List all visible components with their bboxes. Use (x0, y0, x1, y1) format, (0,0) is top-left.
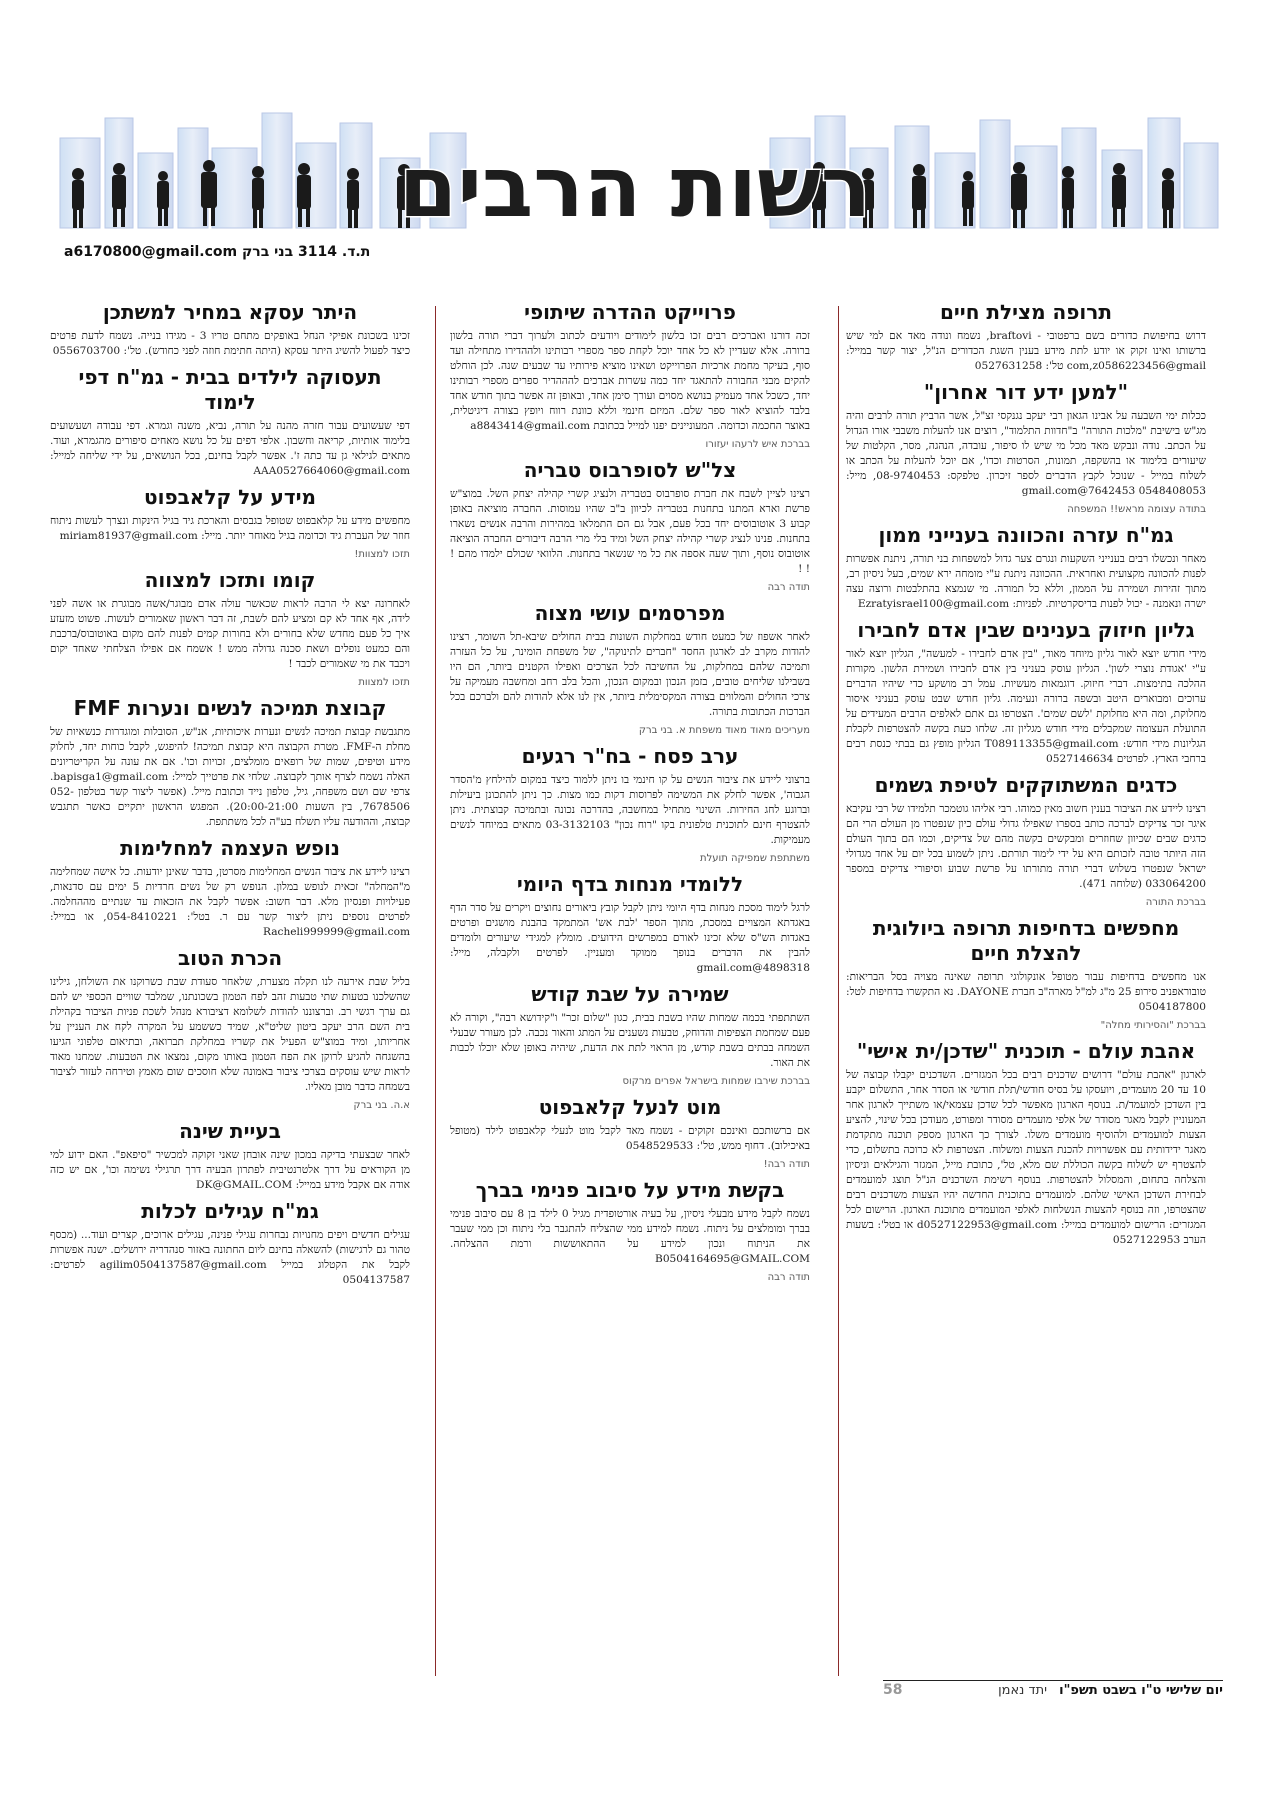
article-body: לרגל לימוד מסכת מנחות בדף היומי ניתן לקבל קובץ ביאורים נחוצים ויקרים על סדר הדף באגדתא המצויים במסכת, מתוך הספר 'לבת אש' המתמקד בהבנת מושגים ופרטים באגדות הש"ס שלא זכינו לאורם במפרשים הידועים. מומלץ למגידי שיעורים ולומדים להבין את הדברים בנופך ממוקד ומעניין. לפרטים ולקבלה, מייל: 4898318@gmail.com (450, 902, 810, 974)
article-body: אנו מחפשים בדחיפות עבור מטופל אונקולוגי תרופה שאינה מצויה בסל הבריאות: טובוראפניב סירופ 25 מ"ג למ"ל מארה"ב חברת DAYONE. נא התקשרו בדחיפות לטל: 0504187800 (846, 971, 1206, 1013)
footer-magazine (998, 1683, 1223, 1698)
article-body: לארגון "אהבת עולם" דרושים שדכנים רבים בכל המגזרים. השדכנים יקבלו קבוצה של 10 עד 20 מועמדים, ויועסקו על בסיס חודשי/תלת חודשי או הסדר אחר, התשלום יקבע בין השדכן למועמד/ת. בנוסף הארגון מאפשר לכל שדכן עצמאי/או משתייך לארגון אחר המעוניין לקבל מאגר מסודר של אלפי מועמדים מסודר ומפורט, מעודכן בכל שינוי, להציע הצעות למועמדים ולהוסיף מועמדים משלו. לצורך כך הארגון מספק תוכנה מתקדמת מאגר ידידותית עם אפשרויות להכנת הצעות ומשלוח. הצטרפות לא כרוכה בתשלום, כדי להצטרף יש לשלוח בקשה הכוללת שם מלא, טל', כתובת מייל, המגזר והגילאים וניסיון והצלחה בתחום, והמסלול להצטרפות. בנוסף רשימת השדכנים הנ"ל תוצג למועמדים לבחירת השדכן האישי שלהם. למועמדים בתוכנית החדשה יהיו הצעות משדכנים רבים שהצטרפו, וזה בנוסף להצעות הנשלחות לאלפי המועמדים מתוכנת הארגון. הרישום לכל המגזרים: הרישום למועמדים במייל: d0527122953@gmail.com או בטל': בשעות הערב 0527122953 (846, 1069, 1206, 1246)
article (450, 300, 810, 452)
article (50, 300, 410, 359)
article (50, 1199, 410, 1288)
article-title: גמ"ח עגילים לכלות (141, 1199, 319, 1223)
article-body: מתגבשת קבוצת תמיכה לנשים ונערות איכותיות, אנ"ש, הסובלות ומוגדרות כנשאיות של מחלת ה-FMF. מטרת הקבוצה היא קבוצת תמיכה! להיפגש, לקבל כוחות יחד, לחלוק מידע וטיפים, שמות של רופאים מומלצים, זכויות וכו'. אם את עונה על הקריטריונים האלה נשמח לצרף אותך לקבוצה. שלחי את פרטייך למייל: bapisga1@gmail.com. צרפי שם ושם משפחה, גיל, טלפון נייד וכתובת מייל. (אפשר ליצור קשר בטלפון 052-7678506, בין השעות 20:00-21:00). המפגש הראשון יתקיים כאשר תתגבש קבוצה, וההודעה עליו תשלח בע"ה לכל משתתפת. (50, 726, 410, 828)
article-body: אם ברשותכם ואינכם זקוקים - נשמח מאד לקבל מוט לנעלי קלאבפוט לילד (מטופל באיכילוב). דחוף ממש, טל': 0548529533 (450, 1125, 810, 1152)
column-divider (435, 306, 436, 1676)
masthead-skyline-illustration (50, 108, 1220, 238)
article-signature: מעריכים מאוד מאוד משפחת א. בני ברק (638, 725, 810, 736)
article-title: מפרסמים עושי מצוה (534, 601, 726, 625)
article-body: רצינו ליידע את ציבור הנשים המחלימות מסרטן, בדבר שאינן יודעות. כל אישה שמחלימה מ"המחלה" זכאית לנופש במלון. הנופש רק של נשים חרדיות 5 ימים עם סדנאות, פעילויות ופנסיון מלא. דבר חשוב: אפשר לקבל את הזכאות עד שנתיים מההחלמה. לפרטים נוספים ניתן ליצור קשר עם ר. בטל': 054-8410221, או במייל: Racheli999999@gmail.com (50, 866, 410, 938)
article (50, 485, 410, 562)
article-signature: תודה רבה! (763, 1159, 810, 1170)
article-title: הכרת הטוב (177, 946, 283, 970)
article (846, 773, 1206, 910)
article-title: גמ"ח עזרה והכוונה בענייני ממון (878, 523, 1174, 547)
article (846, 380, 1206, 517)
article-body: דפי שעשועים עבור חזרה מהנה על תורה, נביא, משנה וגמרא. דפי עבודה ושעשועים בלימוד אותיות, קריאה וחשבון. אלפי דפים על כל נושא מאחים סיפורים מהגמרא, ועוד. מתאים לגילאי גן עד כתה ז'. אפשר לקבל בחינם, בכל הנושאים, על ידי שליחה למייל: AAA0527664060@gmail.com (50, 420, 410, 477)
article-body: לאחר אשפוז של כמעט חודש במחלקות השונות בבית החולים שיבא-תל השומר, רצינו להודות מקרב לב לארגון החסד "חברים לתינוקה", של משפחת הומינר, על כל העזרה ותמיכה שלהם במחלקות, על החשיבה לכל הצרכים ואפילו הקטנים ביותר, הם היו בשבילנו שליחים טובים, בזמן הנכון ובמקום הנכון, והכל בלב רחב ומחשבה מעמיקה על צרכי החולים והמלווים בצורה המקסימלית ביותר, אין לנו אלא להודות להם ולברכם בכל הברכות הכתובות בתורה. (450, 631, 810, 718)
contact-line: ת.ד. 3114 בני ברק a6170800@gmail.com (64, 244, 371, 260)
column-left (50, 300, 410, 1675)
article-body: רצינו ליידע את הציבור בענין חשוב מאין כמוהו. רבי אליהו גוטמכר תלמידו של רבי עקיבא איגר זכר צדיקים לברכה כותב בספרו שאפילו גדולי עולם כיון שנפטרו מן העולם הרי הם כדגים שבים שכיוון שחוזרים ומבקשים בקשה מהם של צדיקים, וכמו הם בתוך העולם הזה היותר טובה לזכותם היא על ידי לימוד תורתם. ניתן לשמוע בכל יום על אחד מגדולי ישראל שנפטרו בשלוש דברי תורה מתורתו על פרשת שבוע וסיפורי צדיקים במספר 033064200 (שלוחה 471). (846, 803, 1206, 890)
page-footer (883, 1680, 1223, 1699)
article-body: נשמח לקבל מידע מבעלי ניסיון, על בעיה אורטופדית מגיל 0 לילד בן 8 עם סיבוב פנימי בברך ומומלצים על ניתוח. נשמח למידע ממי שהצליח להתגבר בלי ניתוח וכן ממי שעבר את הניתוח ונכון למידע על ההתאוששות ורמת ההצלחה. B0504164695@GMAIL.COM (450, 1208, 810, 1265)
article-body: זכה דורנו ואברכים רבים זכו בלשון לימודים ויודעים לכתוב ולערוך דברי תורה בלשון ברורה. אלא שעדיין לא כל אחד יוכל לקחת ספר מספרי רבותינו ולההדירו מתחילה ועד סוף, בעיקר מחמת ארכיות הפרוייקט ושאינו מוציא פירותיו עד שבעים שנה. לכן הוחלט להקים מבני החבורה להתאגד יחד כמה עשרות אברכים להההדיר ספרים מספרי רבותינו יחד, כשכל אחד מעמיק בנושא מסוים ועורך סימן אחד, ובאופן זה אפשר בתוך חודש אחד בלבד להוציא לאור ספר שלם. המיזם חינמי וללא כוונת רווח ויופץ בצורה דיגיטלית, באוצר החכמה וכדומה. המעוניינים יפנו למייל בכתובת a8843414@gmail.com (450, 330, 810, 432)
article-signature: תודה רבה (767, 1272, 810, 1283)
article-title: תעסוקה לילדים בבית - גמ"ח דפי לימוד (78, 365, 382, 414)
article (50, 365, 410, 479)
article (450, 1095, 810, 1172)
article-title: "למען ידע דור אחרון" (923, 380, 1129, 404)
article (846, 1039, 1206, 1248)
article-title: פרוייקט ההדרה שיתופי (524, 300, 736, 324)
article (450, 601, 810, 738)
column-middle (450, 300, 810, 1675)
article-body: השתתפתי בכמה שמחות שהיו בשבת בבית, כגון "שלום זכר" ו"קידושא רבה", וקורה לא פעם שמחמת הצפיפות והדוחק, טבעות נשענים על המתג והאור נכבה. לכן מעורר שבעלי השמחה בבתים בשבת קודש, מן הראוי לתת את הדעת, שיהיה באופן שלא יוכלו לכבות את האור. (450, 1012, 810, 1069)
article-signature: תודה רבה (767, 582, 810, 593)
article-title: תרופה מצילת חיים (939, 300, 1112, 324)
article (50, 568, 410, 690)
column-divider (838, 306, 839, 1676)
article (450, 744, 810, 866)
article-title: ערב פסח - בח"ר רגעים (521, 744, 739, 768)
article-body: דרוש בחיפושת כדורים בשם ברפטובי - braftovi, נשמח ונודה מאד אם למי שיש ברשותו ואינו זקוק או יודע לתת מידע בענין השגת הכדורים הנ"ל, יצור קשר במייל: com,z0586223456@gmail טל': 0527631258 (846, 330, 1206, 372)
article (450, 872, 810, 976)
article-body: מחפשים מידע על קלאבפוט שטופל בגבסים והארכת גיד בגיל הינקות ונצרך לעשות ניתוח חוזר של העברת גיד וכדומה בגיל מאוחר יותר. מייל: miriam81937@gmail.com (50, 515, 410, 542)
article (846, 916, 1206, 1033)
page-number: 58 (883, 1682, 903, 1698)
article-body: עגילים חדשים ויפים מחנויות נבחרות עגילי פנינה, עגילים ארוכים, קצרים ועוד... (מכסף טהור גם לרגישות) להשאלה בחינם ליום החתונה באזור סנהדריה ירושלים. ישנה אפשרות לקבל את הקטלוג במייל agilim0504137587@gmail.com לפרטים: 0504137587 (50, 1229, 410, 1286)
article-body: בליל שבת אירעה לנו תקלה מצערת, שלאחר סעודת שבת כשרוקנו את השולחן, גילינו שהשלכנו בטעות שתי טבעות זהב לפח הטמון בשכונתנו, שמלבד שוויים הכספי יש להם גם ערך רגשי רב. וברצוננו להודות לשלומא דציבורא מנהל לשכת פניות הציבור בקהילת בית השם הרב יעקב ביטון שליט"א, שמיד כששמע על המקרה לקח את העניין על אחריותו, ומיד במוצ"ש הפעיל את קשריו במחלקת תברואה, ובתיאום טלפוני הגיעו בהשגחה להגיע לרוקן את הפח הטמון באותו מקום, נמצאו את הטבעות. שמחנו מאוד לראות שיש עוסקים בצרכי ציבור באמונה שלא חוסכים שום מאמץ וטירחה לעזור לציבור בשמחה כדבר מובן מאליו. (50, 976, 410, 1093)
article-body: מידי חודש יוצא לאור גליון מיוחד מאוד, "בין אדם לחבירו - למעשה", הגליון יוצא לאור ע"י 'אגודת נוצרי לשון'. הגליון עוסק בעניני בין אדם לחבירו ושמירת הלשון. מקורות ההלכה בתימצות. דברי חיזוק. דוגמאות מעשיות. עמל רב מושקע כדי שיהיו הדברים ערוכים ומבוארים היטב ובשפה ברורה ונעימה. גליון חודש שבט עוסק בעניני איסור מחלוקת, ומה היא מחלוקת 'לשם שמים'. הצטרפו גם אתם לאלפים הרבים המעידים על התועלת העצומה שמקבלים מידי חודש מגליון זה. שלחו כעת בקשה להצטרפות לקבלת הגליונות מידי חודש: T089113355@gmail.com הגליון מופץ גם בבתי כנסת רבים ברחבי הארץ. לפרטים 0527146634 (846, 648, 1206, 765)
article-signature: בברכת התורה (1145, 897, 1206, 908)
article-title: היתר עסקא במחיר למשתכן (102, 300, 358, 324)
article-title: בקשת מידע על סיבוב פנימי בברך (475, 1178, 785, 1202)
article (846, 300, 1206, 374)
article-title: גליון חיזוק בענינים שבין אדם לחבירו (857, 618, 1195, 642)
article (450, 982, 810, 1089)
article-title: קבוצת תמיכה לנשים ונערות FMF (73, 696, 387, 720)
masthead-banner (50, 108, 1220, 238)
article-signature: בברכת איש לרעהו יעזורו (705, 439, 810, 450)
article-signature: בברכת שירבו שמחות בישראל אפרים מרקוס (622, 1076, 810, 1087)
article (50, 1119, 410, 1193)
article-title: אהבת עולם - תוכנית "שדכן/ית אישי" (856, 1039, 1196, 1063)
column-right (846, 300, 1206, 1675)
article-body: מאחר ונכשלו רבים בענייני השקעות ונגרם צער גדול למשפחות בני תורה, ניתנת אפשרות לפנות להכוונה מקצועית ואחראית. ההכוונה ניתנת ע"י מומחה ירא שמים, בעל ניסיון רב, מתוך זהירות ושמירה על הממון, וללא כל תמורה. מי שנמצא בהתלבטות ורוצה עצה ישרה ונאמנה - יכול לפנות בדיסקרטיות. לפניות: Ezratyisrael100@gmail.com (846, 553, 1206, 610)
article (50, 696, 410, 830)
article-signature: משתתפת שמפיקה תועלת (700, 853, 810, 864)
article-title: שמירה על שבת קודש (531, 982, 729, 1006)
article-body: זכינו בשכונת אפיקי הנחל באופקים מתחם טריו 3 - מגידו בנייה. נשמח לדעת פרטים כיצד לפעול להשיג היתר עסקא (היתה חתימת חוזה לפני כחודש). טל': 0556703700 (50, 330, 410, 357)
article-body: ברצוני ליידע את ציבור הנשים על קו חינמי בו ניתן ללמוד כיצד במקום להילחץ מ'הסדר הגבוה', אפשר לחלק את המשימה לפרוסות דקות כמו מצות. כך ניתן להתכונן ביעילות וברוגע לחג החירות. השינוי מתחיל במחשבה, בהדרכה נכונה ובתמיכה קבוצתית. ניתן להצטרף חינם לתוכנית טלפונית בקו "רוח נכון" 03-3132103 מתאים במיוחד לנשים מעמיקות. (450, 774, 810, 846)
footer-magazine-name: יתד נאמן (998, 1682, 1048, 1698)
article-signature: בתודה עצומה מראש!! המשפחה (1067, 504, 1206, 515)
article-signature: תזכו למצוות (358, 677, 410, 688)
article-title: מחפשים בדחיפות תרופה ביולוגית להצלת חיים (872, 916, 1180, 965)
article-body: לאחרונה יצא לי הרבה לראות שכאשר עולה אדם מבוגר/אשה מבוגרת או אשה לפני לידה, אף אחד לא קם ומציע להם לשבת, זה דבר ראשון שאמורים לעשות. פשוט מזעזע איך כל פעם מחדש שלא בחורים ולא בחורות קמים לפנות להם מקום באוטובוס/ברכבת והם כמעט נופלים ושאת סכנה גדולה ממש ! אשמח אם אפילו הצלחתי שאחד יקום ויכבד את מי שאמורים לכבד ! (50, 598, 410, 670)
article-body: רצינו לציין לשבח את חברת סופרבוס בטבריה ולנציג קשרי קהילה יצחק השל. במוצ"ש פרשת וארא המתנו בתחנות בטבריה לכיוון ב"ב שהיו עמוסות. החברה מוציאה באופן קבוע 3 אוטובוסים יחד בכל פעם, אבל גם הם התמלאו במהירות והרבה אנשים נשארו בתחנות. פנינו לנציג קשרי קהילה יצחק השל ומיד בלי מרי הרבה דיבורים החברה הוציאה אוטובוס נוסף, ותוך שעה אספה את כל מי שנשאר בתחנות. הלוואי שכולם ילמדו מהם ! ! ! (450, 488, 810, 575)
article-title: בעיית שינה (179, 1119, 281, 1143)
article-title: נופש העצמה למחלימות (120, 836, 340, 860)
article-title: ללומדי מנחות בדף היומי (516, 872, 744, 896)
article-signature: א.ה. בני ברק (353, 1100, 410, 1111)
article (450, 1178, 810, 1285)
article-title: מוט לנעל קלאבפוט (538, 1095, 722, 1119)
article-title: מידע על קלאבפוט (144, 485, 316, 509)
article-signature: תזכו למצוות! (354, 549, 410, 560)
article (846, 618, 1206, 767)
article-signature: בברכת "והסירותי מחלה" (1100, 1020, 1206, 1031)
article (50, 946, 410, 1113)
article-body: לאחר שבצעתי בדיקה במכון שינה אובחן שאני זקוקה למכשיר "סיפאפ". האם ידוע למי מן הקוראים על דרך אלטרנטיבית לפתרון הבעיה דרך תרגילי נשימה וכו', אם יש כזה אודה אם אקבל מידע במייל: DK@GMAIL.COM (50, 1149, 410, 1191)
article (846, 523, 1206, 612)
masthead-title: רשות הרבים (398, 138, 872, 236)
footer-date: יום שלישי ט"ו בשבט תשפ"ו (1059, 1682, 1223, 1698)
article (450, 458, 810, 595)
article-title: קומו ותזכו למצווה (144, 568, 316, 592)
article (50, 836, 410, 940)
article-body: ככלות ימי השבעה על אבינו הגאון רבי יעקב נגנקסי זצ"ל, אשר הרביץ תורה לרבים והיה מג"ש בישיבת "מלכות התורה" ב"חדוות התלמוד", רוצים אנו להעלות משבבי אורו הגדול על הכתב. נודה ונבקש מאד מכל מי שיש לו סיפור, עובדה, הנהגה, מסר, הקלטות של שיעורים בלימוד או בהשקפה, תמונות, הסרטות וכדו', אם יוכל להעלות על הכתב או לשלוח במייל - שנוכל לקבץ הדברים לספר זיכרון. טלפקס: 08-9740453, מייל: 0548408053 7642453@gmail.com (846, 410, 1206, 497)
article-title: כדגים המשתוקקים לטיפת גשמים (874, 773, 1178, 797)
article-title: צל"ש לסופרבוס טבריה (523, 458, 737, 482)
